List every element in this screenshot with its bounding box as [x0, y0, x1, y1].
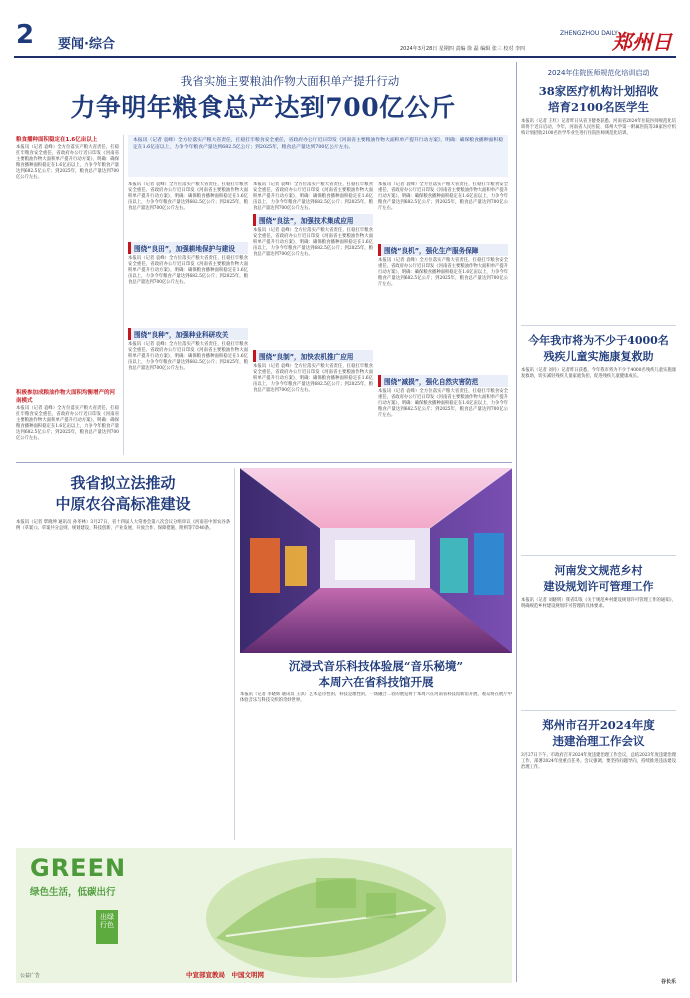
story-headline: 38家医疗机构计划招收 [538, 84, 659, 98]
masthead-rule [14, 56, 676, 58]
lead-col-text: 本报讯（记者 袁峰）全方位落实产粮大省责任，扛稳扛牢粮食安全重任，省政府办公厅近日印发《河南省主要粮油作物大面积单产提升行动方案》，明确：确保粮食播种面积稳定在1.6亿亩以上，力争今年粮食产量达到682.5亿公斤；到2025年，粮食总产量达到700亿公斤左右。 [128, 182, 248, 212]
ad-slogan-en: GREEN [30, 854, 127, 882]
story-kicker: 2024年住院医师规范化培训启动 [547, 69, 650, 77]
divider [234, 468, 235, 840]
ad-footer-left: 公益广告 [20, 973, 41, 979]
sidebar-heading-2: 积极参加成粮油作物大面积均衡增产的河南模式 [16, 390, 116, 404]
law-story [16, 468, 230, 843]
lead-headline: 力争明年粮食总产达到700亿公斤 [70, 93, 456, 122]
story-headline: 我省拟立法推动 [70, 474, 176, 492]
divider [16, 462, 512, 463]
sidebar-body-2: 本报讯（记者 袁峰）全方位落实产粮大省责任，扛稳扛牢粮食安全重任，省政府办公厅近日印发《河南省主要粮油作物大面积单产提升行动方案》，明确：确保粮食播种面积稳定在1.6亿亩以上，力争今年粮食产量达到682.5亿公斤；到2025年，粮食总产量达到700亿公斤左右。 [16, 406, 119, 442]
exhibition-hall-image [240, 468, 512, 653]
paper-logo: 郑州日 [612, 30, 672, 54]
lead-col-text: 本报讯（记者 袁峰）全方位落实产粮大省责任，扛稳扛牢粮食安全重任，省政府办公厅近日印发《河南省主要粮油作物大面积单产提升行动方案》，明确：确保粮食播种面积稳定在1.6亿亩以上，力争今年粮食产量达到682.5亿公斤；到2025年，粮食总产量达到700亿公斤左右。 [253, 228, 373, 258]
right-top-story [521, 62, 676, 297]
ad-stamp [96, 910, 118, 944]
museum-headline-1: 沉浸式音乐科技体验展“音乐秘境” [288, 659, 464, 673]
lead-col-text: 本报讯（记者 袁峰）全方位落实产粮大省责任，扛稳扛牢粮食安全重任，省政府办公厅近日印发《河南省主要粮油作物大面积单产提升行动方案》，明确：确保粮食播种面积稳定在1.6亿亩以上，力争今年粮食产量达到682.5亿公斤；到2025年，粮食总产量达到700亿公斤左右。 [128, 256, 248, 286]
divider [521, 710, 676, 711]
paper-en-name: ZHENGZHOU DAILY [560, 30, 618, 37]
story-body: 3月27日下午，市政府召开2024年度违建治理工作会议，总结2023年度违建治理工作，部署2024年度重点任务。会议强调，要坚持问题导向，持续推进违法建设治理工作。 [521, 753, 676, 771]
date-line: 2024年3月28日 星期四 责编 徐 磊 编辑 张三 校对 李四 [400, 46, 525, 52]
divider [516, 62, 517, 982]
masthead [0, 0, 690, 58]
section-name: 要闻·综合 [58, 37, 115, 52]
lead-subhead: 围绕“良田”，加强耕地保护与建设 [128, 242, 248, 254]
story-headline: 今年我市将为不少于4000名 [528, 334, 669, 347]
lead-subhead: 围绕“良法”，加强技术集成应用 [253, 214, 373, 226]
lead-col-text: 本报讯（记者 袁峰）全方位落实产粮大省责任，扛稳扛牢粮食安全重任，省政府办公厅近日印发《河南省主要粮油作物大面积单产提升行动方案》，明确：确保粮食播种面积稳定在1.6亿亩以上，力争今年粮食产量达到682.5亿公斤；到2025年，粮食总产量达到700亿公斤左右。 [253, 364, 373, 394]
story-body: 本报讯（记者 覃晓坤 通讯员 孙冬林）3月27日，省十四届人大常委会第八次会议分组审议《河南省中原农谷条例（草案）》。草案共分总则、规划建设、科技创新、产业发展、开放合作、保障措施、附则等7章40条。 [16, 520, 230, 532]
lead-col-3 [378, 182, 508, 457]
divider [521, 555, 676, 556]
story-byline: 谷长乐 [660, 979, 676, 985]
story-body: 本报讯（记者 王红）记者昨日从省卫健委获悉，河南省2024年住院医师规范化培训将于近日启动，今年，河南省人民医院、郑州大学第一附属医院等38家医疗机构计划招收2100名医学毕业生进行住院医师规范化培训。 [521, 119, 676, 137]
ad-stamp-line: 出绿 [100, 913, 114, 921]
museum-body: 本报讯（记者 李晓辉 通讯员 王淇）艺术是诗性的，科技是理性的，一场融合二者的展览将于本周六在河南省科技馆新馆开展，观众将在展厅中体验音乐与科技交织的奇妙世界。 [240, 692, 512, 704]
lead-subhead: 围绕“良机”，强化生产服务保障 [378, 244, 508, 256]
museum-photo [240, 468, 512, 653]
lead-col-text: 本报讯（记者 袁峰）全方位落实产粮大省责任，扛稳扛牢粮食安全重任，省政府办公厅近日印发《河南省主要粮油作物大面积单产提升行动方案》，明确：确保粮食播种面积稳定在1.6亿亩以上，力争今年粮食产量达到682.5亿公斤；到2025年，粮食总产量达到700亿公斤左右。 [128, 342, 248, 372]
lead-sidebar [16, 135, 119, 460]
right-low-story [521, 560, 676, 710]
lead-col-text: 本报讯（记者 袁峰）全方位落实产粮大省责任，扛稳扛牢粮食安全重任，省政府办公厅近日印发《河南省主要粮油作物大面积单产提升行动方案》，明确：确保粮食播种面积稳定在1.6亿亩以上，力争今年粮食产量达到682.5亿公斤；到2025年，粮食总产量达到700亿公斤左右。 [253, 182, 373, 212]
ad-slogan-cn: 绿色生活，低碳出行 [30, 887, 116, 898]
lead-subhead: 围绕“良种”，加强种业科研攻关 [128, 328, 248, 340]
story-headline: 培育2100名医学生 [547, 100, 649, 114]
green-ad [16, 848, 512, 983]
sidebar-body: 本报讯（记者 袁峰）全方位落实产粮大省责任，扛稳扛牢粮食安全重任，省政府办公厅近日印发《河南省主要粮油作物大面积单产提升行动方案》，明确：确保粮食播种面积稳定在1.6亿亩以上，力争今年粮食产量达到682.5亿公斤；到2025年，粮食总产量达到700亿公斤左右。 [16, 145, 119, 181]
story-headline: 违建治理工作会议 [552, 734, 645, 748]
divider [123, 135, 124, 455]
lead-subhead: 围绕“良制”，加快农机推广应用 [253, 350, 373, 362]
story-headline: 中原农谷高标准建设 [55, 495, 191, 513]
lead-col-text: 本报讯（记者 袁峰）全方位落实产粮大省责任，扛稳扛牢粮食安全重任，省政府办公厅近日印发《河南省主要粮油作物大面积单产提升行动方案》，明确：确保粮食播种面积稳定在1.6亿亩以上，力争今年粮食产量达到682.5亿公斤；到2025年，粮食总产量达到700亿公斤左右。 [378, 389, 508, 419]
ad-footer-center: 中宣部宣教局 中国文明网 [186, 971, 264, 979]
story-body: 本报讯（记者 刘丹）记者昨日获悉，今年我市将为不少于4000名残疾儿童实施康复救助，切实减轻残疾儿童家庭负担，促进残疾儿童健康成长。 [521, 368, 676, 380]
lead-summary-box [128, 135, 508, 177]
museum-headline-2: 本周六在省科技馆开展 [318, 675, 434, 689]
story-body: 本报讯（记者 刘晓明）我省印发《关于规范乡村建设规划许可管理工作的通知》，明确规范乡村建设规划许可管理的具体要求。 [521, 598, 676, 610]
sidebar-heading: 粮食播种面积稳定在1.6亿亩以上 [16, 137, 98, 143]
lead-subhead: 围绕“减损”，强化自然灾害防范 [378, 375, 508, 387]
right-mid-story [521, 330, 676, 555]
lead-col-2 [253, 182, 373, 457]
page-number: 2 [16, 20, 35, 50]
lead-kicker: 我省实施主要粮油作物大面积单产提升行动 [180, 74, 400, 88]
lead-col-text: 本报讯（记者 袁峰）全方位落实产粮大省责任，扛稳扛牢粮食安全重任，省政府办公厅近日印发《河南省主要粮油作物大面积单产提升行动方案》，明确：确保粮食播种面积稳定在1.6亿亩以上，力争今年粮食产量达到682.5亿公斤；到2025年，粮食总产量达到700亿公斤左右。 [378, 258, 508, 288]
lead-summary: 本报讯（记者 袁峰）全方位落实产粮大省责任，扛稳扛牢粮食安全重任，省政府办公厅近日印发《河南省主要粮油作物大面积单产提升行动方案》，明确：确保粮食播种面积稳定在1.6亿亩以上，力争今年粮食产量达到682.5亿公斤；到2025年，粮食总产量达到700亿公斤左右。 [133, 138, 503, 150]
divider [521, 325, 676, 326]
story-headline: 河南发文规范乡村 [554, 564, 643, 577]
story-headline: 郑州市召开2024年度 [542, 718, 655, 732]
lead-col-text: 本报讯（记者 袁峰）全方位落实产粮大省责任，扛稳扛牢粮食安全重任，省政府办公厅近日印发《河南省主要粮油作物大面积单产提升行动方案》，明确：确保粮食播种面积稳定在1.6亿亩以上，力争今年粮食产量达到682.5亿公斤；到2025年，粮食总产量达到700亿公斤左右。 [378, 182, 508, 212]
story-headline: 建设规划许可管理工作 [543, 580, 654, 593]
story-headline: 残疾儿童实施康复救助 [543, 350, 654, 363]
ad-stamp-line: 行色 [100, 921, 114, 929]
right-bottom-story [521, 715, 676, 985]
lead-col-1 [128, 182, 248, 457]
